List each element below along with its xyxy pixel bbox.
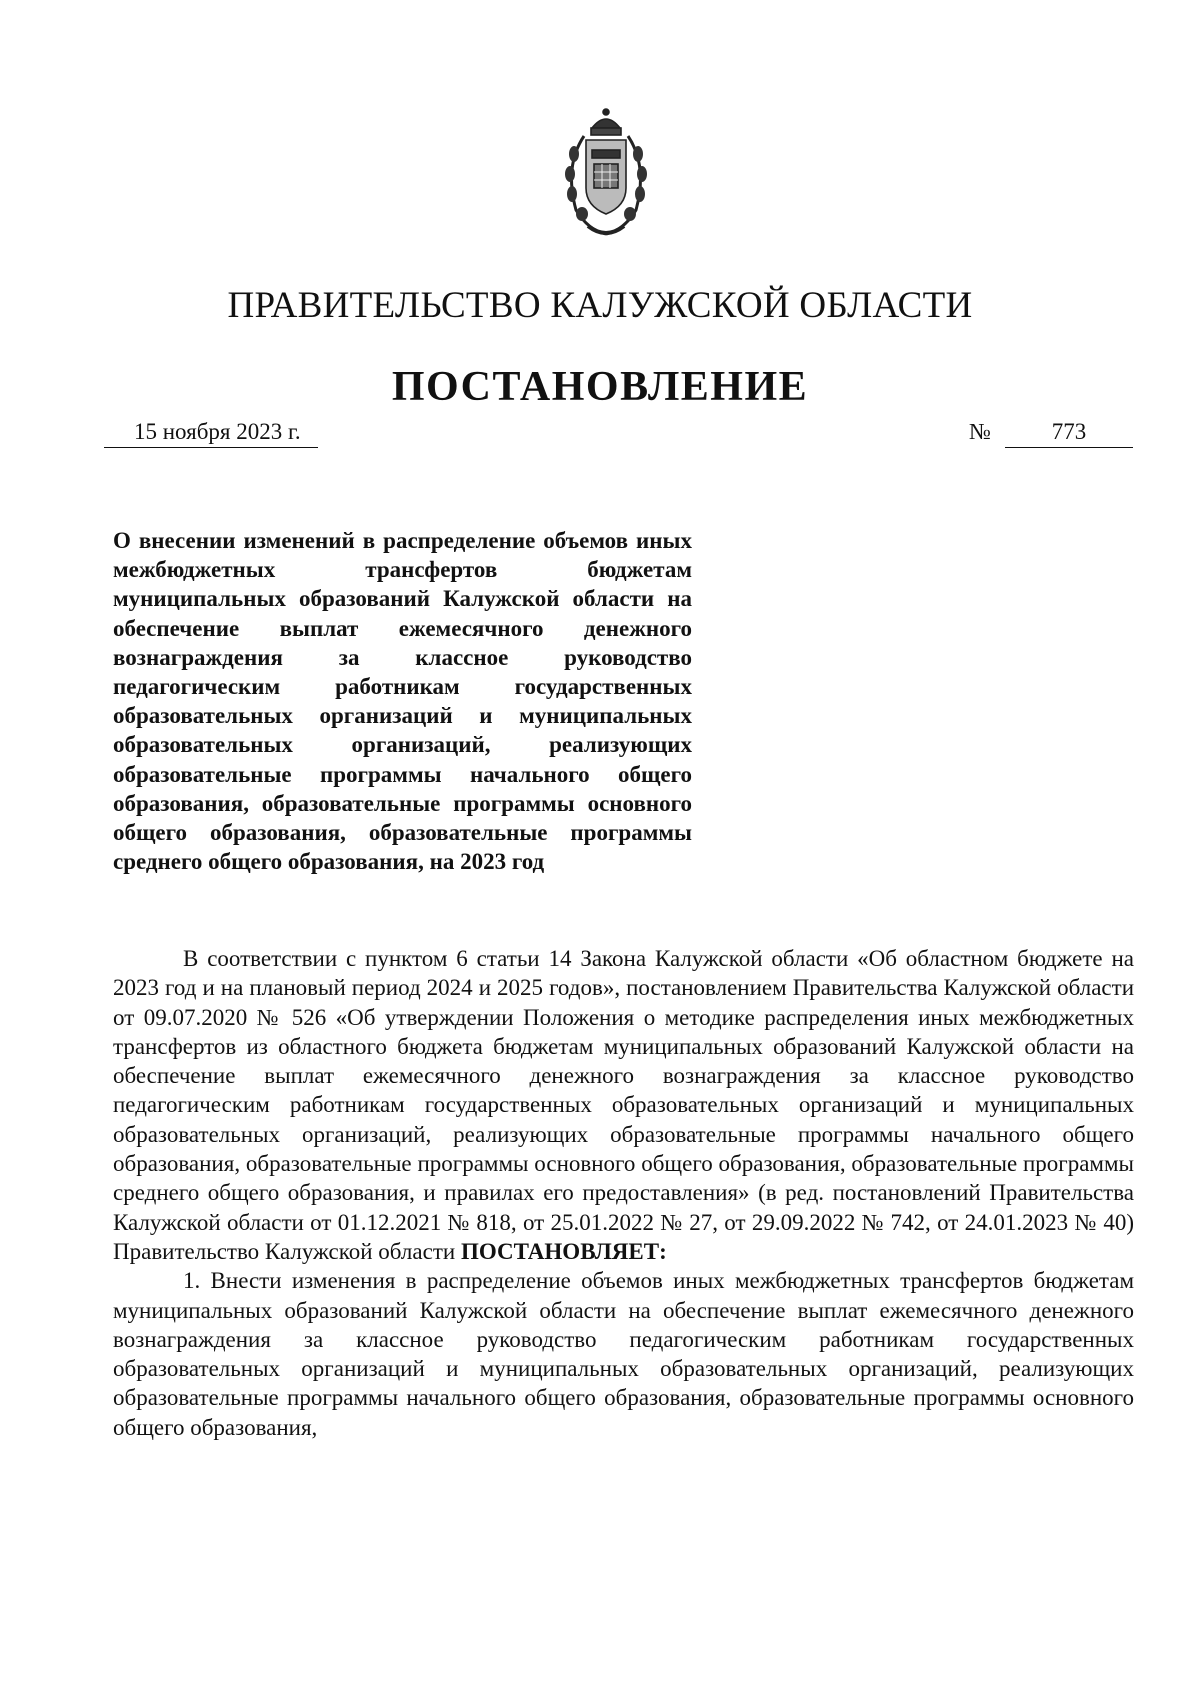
coat-of-arms-emblem <box>558 106 654 244</box>
decree-word: ПОСТАНОВЛЯЕТ: <box>460 1238 667 1264</box>
document-number: 773 <box>1005 420 1133 448</box>
document-subject: О внесении изменений в распределение объемов иных межбюджетных трансфертов бюджетам муниципальных образований Калужской области на обеспечение выплат ежемесячного денежного вознаграждения за классное руководство педагогическим работникам государственных образовательных организаций и муниципальных образовательных организаций, реализующих образовательные программы начального общего образования, образовательные программы основного общего образования, образовательные программы среднего общего образования, на 2023 год <box>113 528 692 875</box>
document-number-label: № <box>969 419 991 444</box>
document-date: 15 ноября 2023 г. <box>104 420 318 448</box>
document-body <box>113 944 1134 1442</box>
government-title: ПРАВИТЕЛЬСТВО КАЛУЖСКОЙ ОБЛАСТИ <box>227 285 973 326</box>
preamble-text: В соответствии с пунктом 6 статьи 14 Закона Калужской области «Об областном бюджете на 2023 год и на плановый период 2024 и 2025 годов», постановлением Правительства Калужской области от 09.07.2020 № 526 «Об утверждении Положения о методике распределения иных межбюджетных трансфертов из областного бюджета бюджетам муниципальных образований Калужской области на обеспечение выплат ежемесячного денежного вознаграждения за классное руководство педагогическим работникам государственных образовательных организаций и муниципальных образовательных организаций, реализующих образовательные программы начального общего образования, образовательные программы основного общего образования, образовательные программы среднего общего образования, и правилах его предоставления» (в ред. постановлений Правительства Калужской области от 01.12.2021 № 818, от 25.01.2022 № 27, от 29.09.2022 № 742, от 24.01.2023 № 40) Правительство Калужской области <box>113 946 1134 1264</box>
document-type-title: ПОСТАНОВЛЕНИЕ <box>391 364 809 410</box>
preamble-paragraph <box>113 944 1134 1266</box>
list-item-1: 1. Внести изменения в распределение объемов иных межбюджетных трансфертов бюджетам муниципальных образований Калужской области на обеспечение выплат ежемесячного денежного вознаграждения за классное руководство педагогическим работникам государственных образовательных организаций и муниципальных образовательных организаций, реализующих образовательные программы начального общего образования, образовательные программы основного общего образования, <box>113 1268 1134 1440</box>
